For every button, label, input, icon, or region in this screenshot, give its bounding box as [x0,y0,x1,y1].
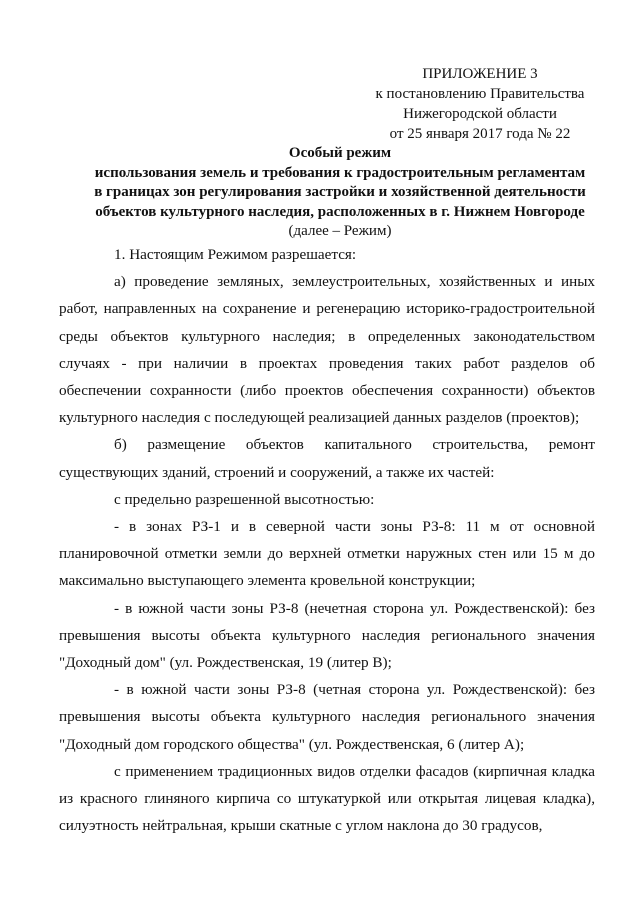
heading-line-4: объектов культурного наследия, расположенных в г. Нижнем Новгороде [95,203,585,220]
paragraph-1: 1. Настоящим Режимом разрешается: [114,246,357,263]
appendix-line-3: от 25 января 2017 года № 22 [389,126,571,142]
paragraph-height-limit: с предельно разрешенной высотностью: [114,490,375,508]
paragraph-b: б) размещение объектов капитального строительства, ремонт существующих зданий, строений и сооружений, а также их частей: [59,436,595,481]
heading-line-1: Особый режим [288,145,392,161]
heading-line-2: использования земель и требования к градостроительным регламентам [94,164,586,181]
paragraph-rz8-south-odd: - в южной части зоны РЗ-8 (нечетная сторона ул. Рождественской): без превышения высоты объекта культурного наследия регионального значения "Доходный дом" (ул. Рождественская, 19 (литер В); [59,599,595,672]
appendix-line-1: к постановлению Правительства [375,86,585,102]
appendix-title: ПРИЛОЖЕНИЕ 3 [422,66,538,82]
document-heading [60,144,620,242]
heading-line-5: (далее – Режим) [288,223,392,239]
heading-line-3: в границах зон регулирования застройки и хозяйственной деятельности [94,184,586,200]
paragraph-rz1-north: - в зонах РЗ-1 и в северной части зоны РЗ-8: 11 м от основной планировочной отметки земли до верхней отметки наружных стен или 15 м до максимально выступающего элемента кровельной конструкции; [59,518,595,590]
paragraph-a: а) проведение земляных, землеустроительных, хозяйственных и иных работ, направленных на сохранение и регенерацию историко-градостроительной среды объектов культурного наследия; в определенных законодательством случаях - при наличии в проектах проведения таких работ разделов об обеспечении сохранности (либо проектов обеспечения сохранности) объектов культурного наследия с последующей реализацией данных разделов (проектов); [59,273,595,427]
document-body [59,241,595,839]
paragraph-rz8-south-even: - в южной части зоны РЗ-8 (четная сторона ул. Рождественской): без превышения высоты объекта культурного наследия регионального значения "Доходный дом городского общества" (ул. Рождественская, 6 (литер А); [59,681,595,753]
appendix-block [360,64,600,144]
paragraph-facades: с применением традиционных видов отделки фасадов (кирпичная кладка из красного глиняного кирпича со штукатуркой или открытая лицевая кладка), силуэтность нейтральная, крыши скатные с углом наклона до 30 градусов, [59,762,595,835]
appendix-line-2: Нижегородской области [403,106,557,122]
